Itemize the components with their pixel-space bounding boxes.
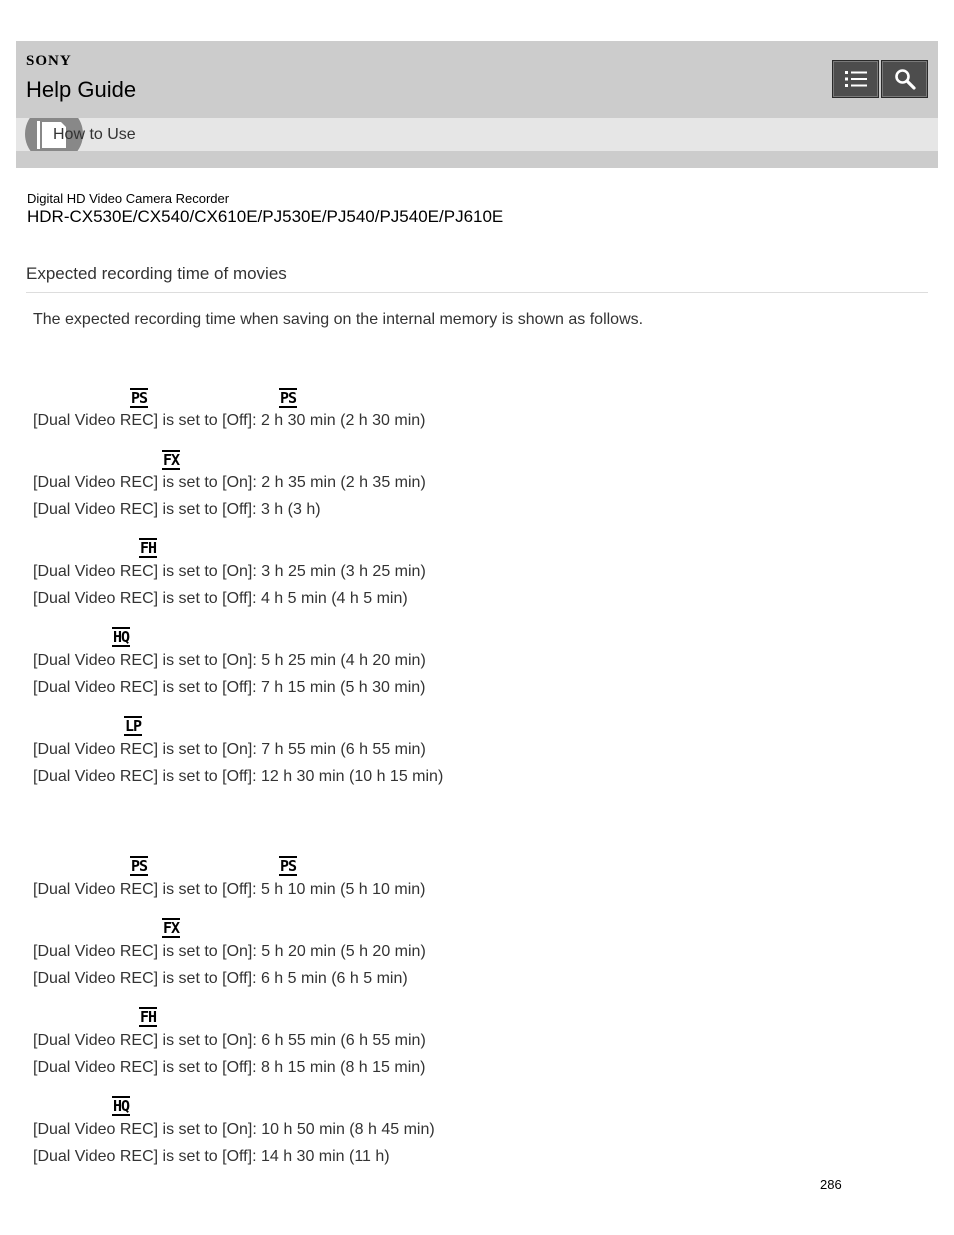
- recording-time-line: [Dual Video REC] is set to [Off]: 2 h 30 min (2 h 30 min): [33, 412, 426, 429]
- contents-list-button[interactable]: [832, 60, 879, 98]
- topic-intro: The expected recording time when saving on the internal memory is shown as follows.: [33, 311, 644, 328]
- recording-time-line: [Dual Video REC] is set to [Off]: 5 h 10 min (5 h 10 min): [33, 881, 426, 898]
- recording-time-line: [Dual Video REC] is set to [Off]: 6 h 5 min (6 h 5 min): [33, 970, 408, 987]
- recording-time-line: [Dual Video REC] is set to [On]: 7 h 55 min (6 h 55 min): [33, 741, 426, 758]
- recording-time-line: [Dual Video REC] is set to [On]: 5 h 25 min (4 h 20 min): [33, 652, 426, 669]
- hq-mode-icon: HQ: [113, 628, 130, 646]
- recording-time-line: [Dual Video REC] is set to [Off]: 8 h 15 min (8 h 15 min): [33, 1059, 426, 1076]
- title-divider: [26, 292, 928, 293]
- fh-mode-icon: FH: [140, 1008, 157, 1026]
- breadcrumb-bar: [16, 118, 938, 151]
- search-icon: [894, 68, 916, 90]
- ps-mode-icon: PS: [131, 389, 148, 407]
- help-guide-header: [16, 41, 938, 168]
- recording-time-line: [Dual Video REC] is set to [Off]: 7 h 15 min (5 h 30 min): [33, 679, 426, 696]
- help-guide-title: Help Guide: [26, 77, 137, 102]
- fx-mode-icon: FX: [163, 451, 180, 469]
- fx-mode-icon: FX: [163, 919, 180, 937]
- recording-time-line: [Dual Video REC] is set to [Off]: 3 h (3 h): [33, 501, 321, 518]
- page-number: 286: [820, 1177, 842, 1192]
- topic-title: Expected recording time of movies: [26, 264, 287, 283]
- ps-mode-icon: PS: [131, 857, 148, 875]
- product-type: Digital HD Video Camera Recorder: [27, 191, 230, 206]
- recording-time-line: [Dual Video REC] is set to [On]: 3 h 25 min (3 h 25 min): [33, 563, 426, 580]
- header-toolbar: [832, 60, 928, 98]
- search-button[interactable]: [881, 60, 928, 98]
- list-icon: [844, 69, 868, 89]
- product-models: HDR-CX530E/CX540/CX610E/PJ530E/PJ540/PJ540E/PJ610E: [27, 207, 504, 226]
- recording-time-line: [Dual Video REC] is set to [Off]: 4 h 5 min (4 h 5 min): [33, 590, 408, 607]
- recording-time-line: [Dual Video REC] is set to [On]: 5 h 20 min (5 h 20 min): [33, 943, 426, 960]
- recording-time-line: [Dual Video REC] is set to [Off]: 12 h 30 min (10 h 15 min): [33, 768, 444, 785]
- recording-time-line: [Dual Video REC] is set to [On]: 6 h 55 min (6 h 55 min): [33, 1032, 426, 1049]
- hq-mode-icon: HQ: [113, 1097, 130, 1115]
- ps-mode-icon: PS: [280, 857, 297, 875]
- lp-mode-icon: LP: [125, 717, 142, 735]
- breadcrumb-how-to-use[interactable]: How to Use: [53, 126, 136, 143]
- ps-mode-icon: PS: [280, 389, 297, 407]
- recording-time-line: [Dual Video REC] is set to [Off]: 14 h 30 min (11 h): [33, 1148, 390, 1165]
- fh-mode-icon: FH: [140, 539, 157, 557]
- recording-time-line: [Dual Video REC] is set to [On]: 10 h 50 min (8 h 45 min): [33, 1121, 435, 1138]
- recording-time-line: [Dual Video REC] is set to [On]: 2 h 35 min (2 h 35 min): [33, 474, 426, 491]
- sony-logo: SONY: [26, 53, 72, 69]
